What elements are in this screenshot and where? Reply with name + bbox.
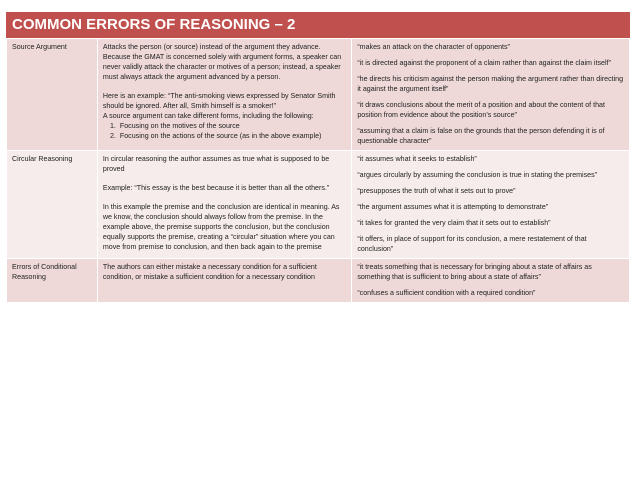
quote: “it assumes what it seeks to establish”: [357, 155, 477, 163]
description-paragraph: A source argument can take different forms, including the following:: [102, 112, 314, 120]
quote: “confuses a sufficient condition with a required condition”: [357, 289, 536, 297]
description-paragraph: In circular reasoning the author assumes as true what is supposed to be proved: [102, 155, 330, 173]
errors-table: [6, 38, 630, 303]
error-name: Circular Reasoning: [7, 151, 98, 259]
quote: “it takes for granted the very claim that it sets out to establish”: [357, 219, 551, 227]
forms-list: [103, 121, 346, 141]
error-description: [97, 151, 351, 259]
table-row-conditional-reasoning: [7, 259, 630, 303]
error-name: Source Argument: [7, 39, 98, 151]
description-example: Example: “This essay is the best because it is better than all the others.”: [102, 184, 330, 192]
error-quotes: [352, 259, 630, 303]
error-description: [97, 39, 351, 151]
quote: “the argument assumes what it is attempting to demonstrate”: [357, 203, 549, 211]
error-description: [97, 259, 351, 303]
quote: “presupposes the truth of what it sets out to prove”: [357, 187, 516, 195]
quote: “argues circularly by assuming the conclusion is true in stating the premises”: [357, 171, 598, 179]
description-paragraph: The authors can either mistake a necessary condition for a sufficient condition, or mistake a sufficient condition for a necessary condition: [102, 263, 317, 281]
table-row-circular-reasoning: [7, 151, 630, 259]
error-name: Errors of Conditional Reasoning: [7, 259, 98, 303]
quote: “assuming that a claim is false on the grounds that the person defending it is of questionable character”: [357, 127, 605, 145]
table-row-source-argument: [7, 39, 630, 151]
description-paragraph: Attacks the person (or source) instead of the argument they advance. Because the GMAT is concerned solely with argument forms, a speaker can never validly attack the character or motives of a person; instead, a speaker must always attack the argument advanced by a person.: [102, 43, 342, 81]
quote: “makes an attack on the character of opponents”: [357, 43, 510, 51]
error-quotes: [352, 39, 630, 151]
slide-title: COMMON ERRORS OF REASONING – 2: [6, 12, 630, 38]
error-quotes: [352, 151, 630, 259]
description-paragraph: In this example the premise and the conclusion are identical in meaning. As we know, the conclusion should always follow from the premise. In the example above, the premise supports the conclusion, but the conclusion equally supports the premise, creating a “circular” situation where you can move from premise to conclusion, and then back again to the premise: [102, 203, 340, 251]
description-example: Here is an example: “The anti-smoking views expressed by Senator Smith should be ignored. After all, Smith himself is a smoker!”: [102, 92, 336, 110]
quote: “he directs his criticism against the person making the argument rather than directing it against the argument itself”: [357, 75, 624, 93]
quote: “it draws conclusions about the merit of a position and about the content of that position from evidence about the position’s source”: [357, 101, 605, 119]
quote: “it is directed against the proponent of a claim rather than against the claim itself”: [357, 59, 611, 67]
list-item: 2. Focusing on the actions of the source (as in the above example): [118, 131, 346, 141]
quote: “it offers, in place of support for its conclusion, a mere restatement of that conclusion”: [357, 235, 587, 253]
quote: “it treats something that is necessary for bringing about a state of affairs as something that is sufficient to bring about a state of affairs”: [357, 263, 592, 281]
list-item: 1. Focusing on the motives of the source: [118, 121, 346, 131]
